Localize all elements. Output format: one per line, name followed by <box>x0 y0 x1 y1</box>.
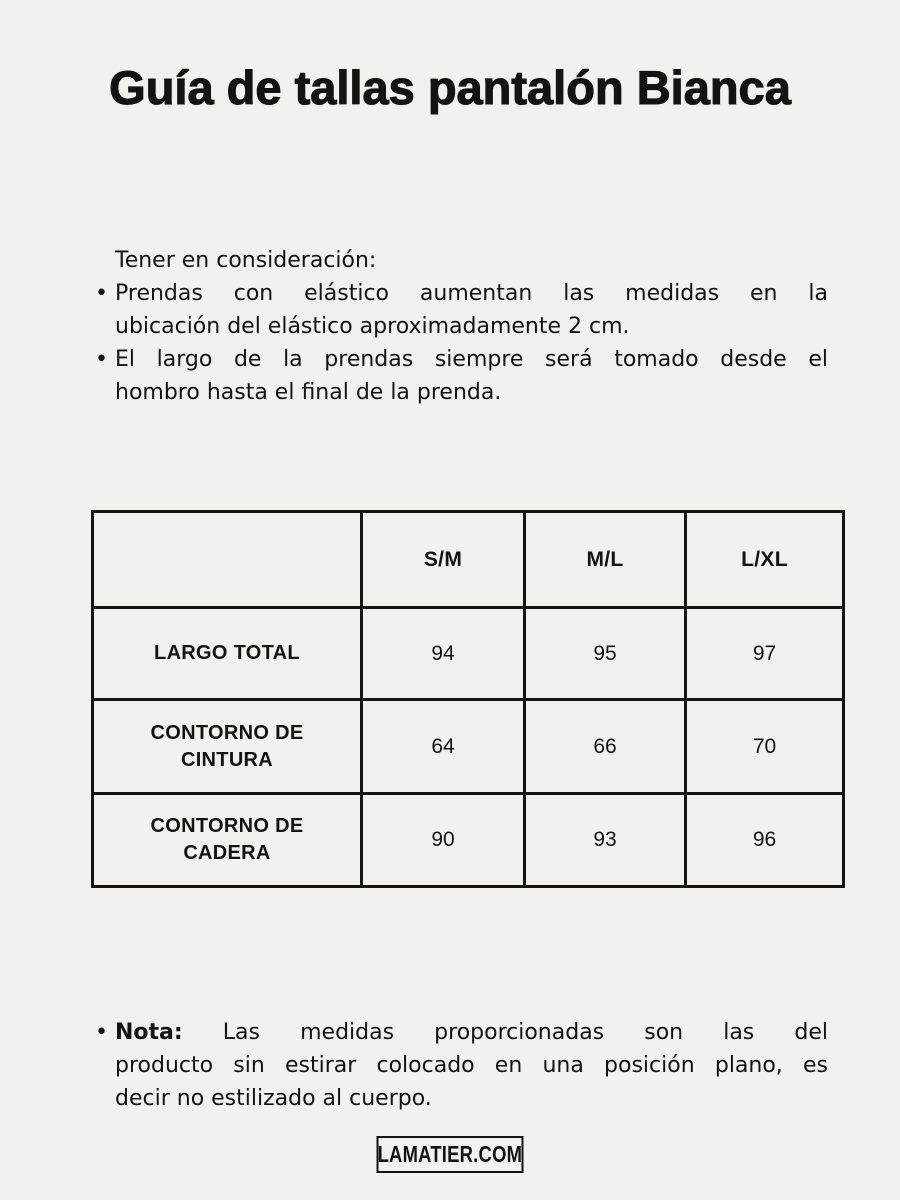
row-label-cell <box>93 700 362 794</box>
brand-name: LAMATIER.COM <box>377 1141 523 1167</box>
considerations-heading: Tener en consideración: <box>115 248 377 273</box>
considerations-section <box>92 244 828 409</box>
bullet-1-line-1: Prendas con elástico aumentan las medidas en la <box>115 281 828 306</box>
row-label: CONTORNO DE CADERA <box>150 815 304 864</box>
value-cell: 90 <box>362 794 525 887</box>
value-cell: 64 <box>362 700 525 794</box>
bullet-icon: • <box>95 1020 108 1045</box>
row-label: CONTORNO DE CINTURA <box>150 721 304 771</box>
value-cell: 93 <box>525 794 686 887</box>
table-row <box>93 794 844 887</box>
value-cell: 96 <box>686 794 844 887</box>
size-table <box>91 510 845 888</box>
note-line-3: decir no estilizado al cuerpo. <box>115 1086 432 1111</box>
brand-badge <box>377 1136 524 1173</box>
table-row <box>93 608 844 700</box>
value-cell: 70 <box>686 700 844 794</box>
size-table-col-lxl: L/XL <box>686 512 844 608</box>
row-label-cell <box>93 794 362 887</box>
note-line-1-text: Las medidas proporcionadas son las del <box>222 1020 828 1045</box>
row-label-cell <box>93 608 362 700</box>
bullet-icon: • <box>95 281 108 306</box>
note-line-2: producto sin estirar colocado en una posición plano, es <box>115 1053 828 1078</box>
page-title: Guía de tallas pantalón Bianca <box>109 61 791 114</box>
row-label: LARGO TOTAL <box>154 642 300 664</box>
table-row <box>93 700 844 794</box>
bullet-2-line-2: hombro hasta el final de la prenda. <box>115 380 502 405</box>
size-table-col-sm: S/M <box>362 512 525 608</box>
size-table-corner-cell <box>93 512 362 608</box>
size-table-header-row <box>93 512 844 608</box>
value-cell: 66 <box>525 700 686 794</box>
bullet-2-line-1: El largo de la prendas siempre será tomado desde el <box>115 347 828 372</box>
note-label: Nota: <box>115 1020 183 1045</box>
consideration-bullet-1 <box>92 277 828 343</box>
value-cell: 95 <box>525 608 686 700</box>
bullet-icon: • <box>95 347 108 372</box>
bullet-1-line-2: ubicación del elástico aproximadamente 2 cm. <box>115 314 630 339</box>
value-cell: 97 <box>686 608 844 700</box>
note-line-1 <box>115 1016 828 1049</box>
consideration-bullet-2 <box>92 343 828 409</box>
size-table-col-ml: M/L <box>525 512 686 608</box>
note-section <box>92 1016 828 1115</box>
value-cell: 94 <box>362 608 525 700</box>
